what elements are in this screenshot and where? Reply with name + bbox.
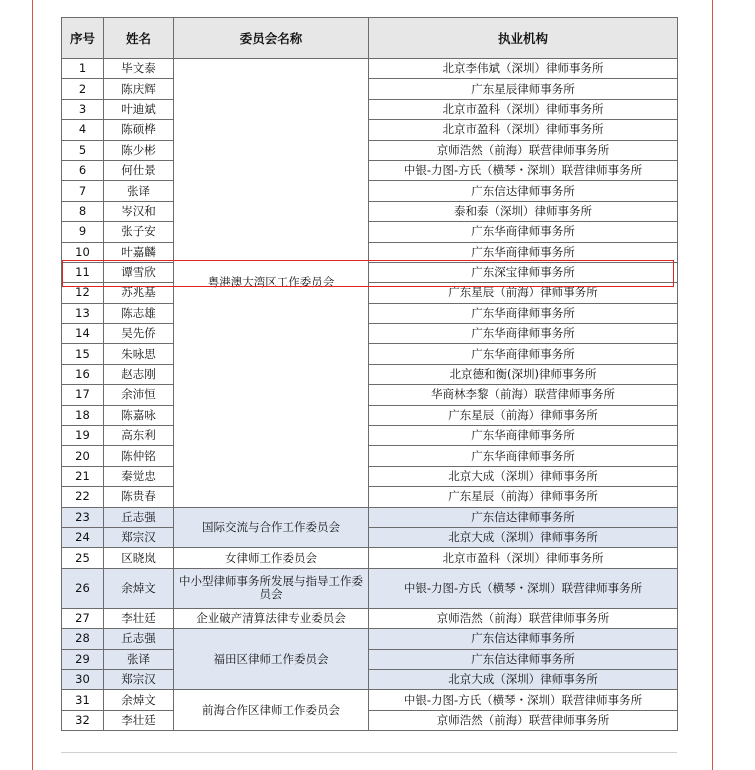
table-row <box>62 99 678 119</box>
table-bottom-rule <box>61 752 677 761</box>
row-number: 25 <box>62 548 104 568</box>
table-row <box>62 405 678 425</box>
table-row-highlighted <box>62 262 678 282</box>
table-row <box>62 160 678 180</box>
row-number: 20 <box>62 446 104 466</box>
committee-cell: 企业破产清算法律专业委员会 <box>174 608 369 628</box>
row-number: 22 <box>62 487 104 507</box>
law-firm: 广东星辰（前海）律师事务所 <box>369 283 678 303</box>
law-firm: 泰和泰（深圳）律师事务所 <box>369 201 678 221</box>
table-row <box>62 385 678 405</box>
law-firm: 北京大成（深圳）律师事务所 <box>369 669 678 689</box>
law-firm: 广东华商律师事务所 <box>369 303 678 323</box>
row-number: 24 <box>62 527 104 547</box>
law-firm: 北京德和衡(深圳)律师事务所 <box>369 364 678 384</box>
law-firm: 北京市盈科（深圳）律师事务所 <box>369 120 678 140</box>
member-name: 陈少彬 <box>104 140 174 160</box>
law-firm: 京师浩然（前海）联营律师事务所 <box>369 608 678 628</box>
table-row <box>62 283 678 303</box>
member-name: 叶迪斌 <box>104 99 174 119</box>
row-number: 32 <box>62 710 104 730</box>
table-row <box>62 222 678 242</box>
row-number: 13 <box>62 303 104 323</box>
member-name: 李壮廷 <box>104 608 174 628</box>
table-row <box>62 548 678 568</box>
member-name: 李壮廷 <box>104 710 174 730</box>
law-firm: 北京大成（深圳）律师事务所 <box>369 527 678 547</box>
row-number: 14 <box>62 324 104 344</box>
law-firm: 中银-力图-方氏（横琴・深圳）联营律师事务所 <box>369 690 678 710</box>
committee-member-table <box>61 17 678 731</box>
column-header-committee: 委员会名称 <box>174 18 369 59</box>
table-row <box>62 608 678 628</box>
row-number: 8 <box>62 201 104 221</box>
table-row <box>62 710 678 730</box>
table-row <box>62 466 678 486</box>
committee-cell: 国际交流与合作工作委员会 <box>174 507 369 548</box>
member-name: 何仕景 <box>104 160 174 180</box>
member-name: 丘志强 <box>104 507 174 527</box>
member-name: 区晓岚 <box>104 548 174 568</box>
law-firm: 北京市盈科（深圳）律师事务所 <box>369 548 678 568</box>
member-name: 郑宗汉 <box>104 669 174 689</box>
member-name: 张译 <box>104 181 174 201</box>
law-firm: 广东华商律师事务所 <box>369 222 678 242</box>
law-firm: 华商林李黎（前海）联营律师事务所 <box>369 385 678 405</box>
table-row <box>62 181 678 201</box>
row-number: 10 <box>62 242 104 262</box>
table-row <box>62 364 678 384</box>
law-firm: 北京大成（深圳）律师事务所 <box>369 466 678 486</box>
member-name: 郑宗汉 <box>104 527 174 547</box>
table-row <box>62 303 678 323</box>
row-number: 2 <box>62 79 104 99</box>
committee-cell: 粤港澳大湾区工作委员会 <box>174 59 369 508</box>
row-number: 5 <box>62 140 104 160</box>
row-number: 30 <box>62 669 104 689</box>
law-firm: 广东星辰律师事务所 <box>369 79 678 99</box>
row-number: 19 <box>62 426 104 446</box>
row-number: 26 <box>62 568 104 608</box>
row-number: 17 <box>62 385 104 405</box>
member-name: 余焯文 <box>104 568 174 608</box>
table-row <box>62 446 678 466</box>
column-header-no: 序号 <box>62 18 104 59</box>
law-firm: 广东华商律师事务所 <box>369 242 678 262</box>
member-name: 谭雪欣 <box>104 262 174 282</box>
law-firm: 广东华商律师事务所 <box>369 446 678 466</box>
member-name: 丘志强 <box>104 629 174 649</box>
committee-cell: 福田区律师工作委员会 <box>174 629 369 690</box>
row-number: 11 <box>62 262 104 282</box>
table-row <box>62 242 678 262</box>
law-firm: 广东华商律师事务所 <box>369 344 678 364</box>
law-firm: 广东星辰（前海）律师事务所 <box>369 487 678 507</box>
member-name: 张译 <box>104 649 174 669</box>
member-name: 张子安 <box>104 222 174 242</box>
row-number: 29 <box>62 649 104 669</box>
table-row <box>62 568 678 608</box>
member-name: 高东利 <box>104 426 174 446</box>
member-name: 叶嘉麟 <box>104 242 174 262</box>
row-number: 21 <box>62 466 104 486</box>
table-row <box>62 324 678 344</box>
table-header-row <box>62 18 678 59</box>
member-name: 岑汉和 <box>104 201 174 221</box>
member-name: 陈嘉咏 <box>104 405 174 425</box>
row-number: 16 <box>62 364 104 384</box>
member-name: 陈硕桦 <box>104 120 174 140</box>
row-number: 15 <box>62 344 104 364</box>
row-number: 18 <box>62 405 104 425</box>
member-name: 陈仲铭 <box>104 446 174 466</box>
member-name: 陈志雄 <box>104 303 174 323</box>
law-firm: 广东信达律师事务所 <box>369 507 678 527</box>
table-row <box>62 649 678 669</box>
table-row <box>62 59 678 79</box>
row-number: 12 <box>62 283 104 303</box>
member-name: 赵志刚 <box>104 364 174 384</box>
page-edge-left <box>32 0 33 770</box>
law-firm: 广东华商律师事务所 <box>369 324 678 344</box>
law-firm: 京师浩然（前海）联营律师事务所 <box>369 140 678 160</box>
member-name: 秦觉忠 <box>104 466 174 486</box>
law-firm: 广东信达律师事务所 <box>369 649 678 669</box>
member-name: 陈庆辉 <box>104 79 174 99</box>
row-number: 1 <box>62 59 104 79</box>
law-firm: 北京市盈科（深圳）律师事务所 <box>369 99 678 119</box>
member-name: 余焯文 <box>104 690 174 710</box>
committee-cell: 中小型律师事务所发展与指导工作委员会 <box>174 568 369 608</box>
row-number: 31 <box>62 690 104 710</box>
table-row <box>62 690 678 710</box>
member-name: 毕文泰 <box>104 59 174 79</box>
member-name: 余沛恒 <box>104 385 174 405</box>
table-row <box>62 140 678 160</box>
table-row <box>62 629 678 649</box>
committee-cell: 前海合作区律师工作委员会 <box>174 690 369 731</box>
table-row <box>62 426 678 446</box>
law-firm: 北京李伟斌（深圳）律师事务所 <box>369 59 678 79</box>
law-firm: 广东深宝律师事务所 <box>369 262 678 282</box>
table-row <box>62 344 678 364</box>
column-header-name: 姓名 <box>104 18 174 59</box>
law-firm: 中银-力图-方氏（横琴・深圳）联营律师事务所 <box>369 160 678 180</box>
member-name: 苏兆基 <box>104 283 174 303</box>
row-number: 4 <box>62 120 104 140</box>
law-firm: 京师浩然（前海）联营律师事务所 <box>369 710 678 730</box>
law-firm: 中银-力图-方氏（横琴・深圳）联营律师事务所 <box>369 568 678 608</box>
row-number: 6 <box>62 160 104 180</box>
row-number: 27 <box>62 608 104 628</box>
law-firm: 广东信达律师事务所 <box>369 629 678 649</box>
committee-cell: 女律师工作委员会 <box>174 548 369 568</box>
law-firm: 广东华商律师事务所 <box>369 426 678 446</box>
row-number: 28 <box>62 629 104 649</box>
row-number: 23 <box>62 507 104 527</box>
table-row <box>62 487 678 507</box>
table-row <box>62 79 678 99</box>
member-name: 陈贵春 <box>104 487 174 507</box>
row-number: 3 <box>62 99 104 119</box>
law-firm: 广东星辰（前海）律师事务所 <box>369 405 678 425</box>
table-row <box>62 669 678 689</box>
member-name: 吴先侨 <box>104 324 174 344</box>
row-number: 9 <box>62 222 104 242</box>
table-row <box>62 527 678 547</box>
member-name: 朱咏思 <box>104 344 174 364</box>
row-number: 7 <box>62 181 104 201</box>
table-row <box>62 507 678 527</box>
table-row <box>62 201 678 221</box>
page-edge-right <box>712 0 713 770</box>
law-firm: 广东信达律师事务所 <box>369 181 678 201</box>
table-row <box>62 120 678 140</box>
column-header-org: 执业机构 <box>369 18 678 59</box>
